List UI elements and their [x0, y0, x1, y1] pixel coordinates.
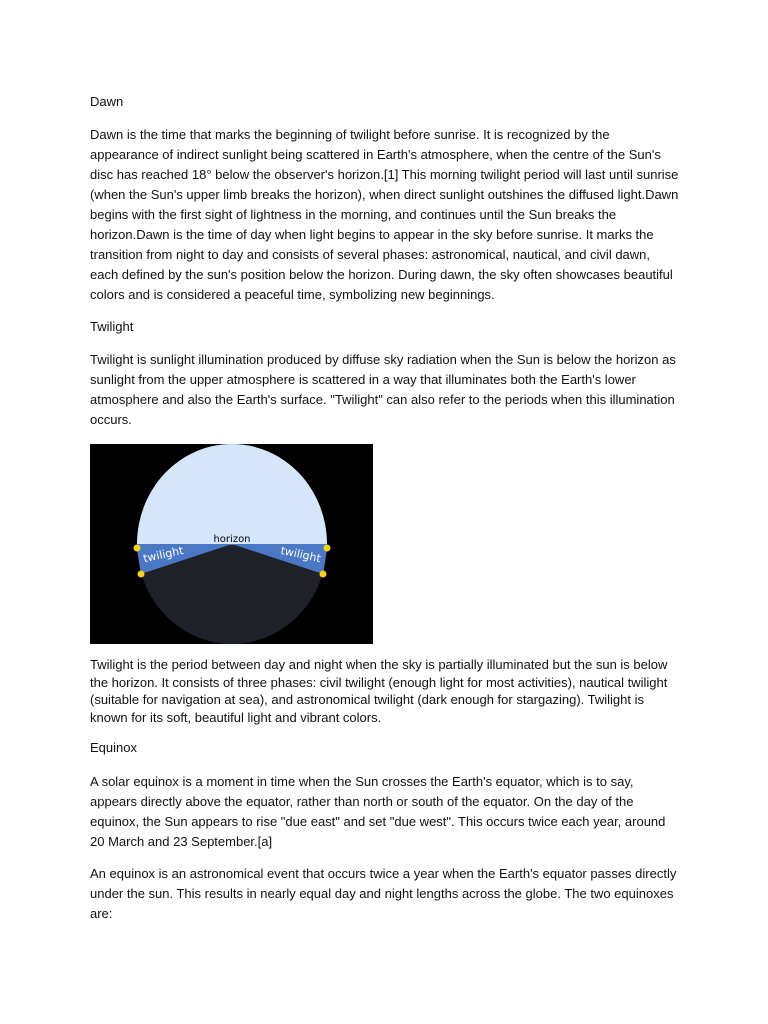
- paragraph-equinox: A solar equinox is a moment in time when the Sun crosses the Earth's equator, which is to say, appears directly above the equator, rather than north or south of the equator. On the day of the equinox, the Sun appears to rise "due east" and set "due west". This occurs twice each year, around 20 March and 23 September.[a]: [90, 774, 666, 849]
- marker-right-top: [324, 545, 331, 552]
- twilight-diagram-svg: [90, 444, 373, 644]
- heading-dawn: Dawn: [90, 94, 124, 109]
- twilight-label-right: twilight: [279, 543, 323, 566]
- horizon-label: horizon: [213, 534, 251, 545]
- twilight-label-left: twilight: [141, 543, 185, 566]
- paragraph-twilight: Twilight is sunlight illumination produced by diffuse sky radiation when the Sun is below the horizon as sunlight from the upper atmosphere is scattered in a way that illuminates both the Earth's lower atmosphere and also the Earth's surface. "Twilight" can also refer to the periods when this illumination occurs.: [90, 352, 676, 427]
- paragraph-equinox-2: An equinox is an astronomical event that occurs twice a year when the Earth's equator passes directly under the sun. This results in nearly equal day and night lengths across the globe. The two equinoxes are:: [90, 866, 677, 921]
- twilight-diagram: [90, 444, 373, 644]
- marker-right-bottom: [320, 571, 327, 578]
- marker-left-bottom: [138, 571, 145, 578]
- marker-left-top: [134, 545, 141, 552]
- paragraph-twilight-2: Twilight is the period between day and night when the sky is partially illuminated but the sun is below the horizon. It consists of three phases: civil twilight (enough light for most activities), nautical twilight (suitable for navigation at sea), and astronomical twilight (dark enough for stargazing). Twilight is known for its soft, beautiful light and vibrant colors.: [90, 657, 668, 726]
- paragraph-dawn: Dawn is the time that marks the beginning of twilight before sunrise. It is recognized by the appearance of indirect sunlight being scattered in Earth's atmosphere, when the centre of the Sun's disc has reached 18° below the observer's horizon.[1] This morning twilight period will last until sunrise (when the Sun's upper limb breaks the horizon), when direct sunlight outshines the diffused light.Dawn begins with the first sight of lightness in the morning, and continues until the Sun breaks the horizon.Dawn is the time of day when light begins to appear in the sky before sunrise. It marks the transition from night to day and consists of several phases: astronomical, nautical, and civil dawn, each defined by the sun's position below the horizon. During dawn, the sky often showcases beautiful colors and is considered a peaceful time, symbolizing new beginnings.: [90, 127, 679, 302]
- heading-equinox: Equinox: [90, 740, 137, 755]
- heading-twilight: Twilight: [90, 319, 134, 334]
